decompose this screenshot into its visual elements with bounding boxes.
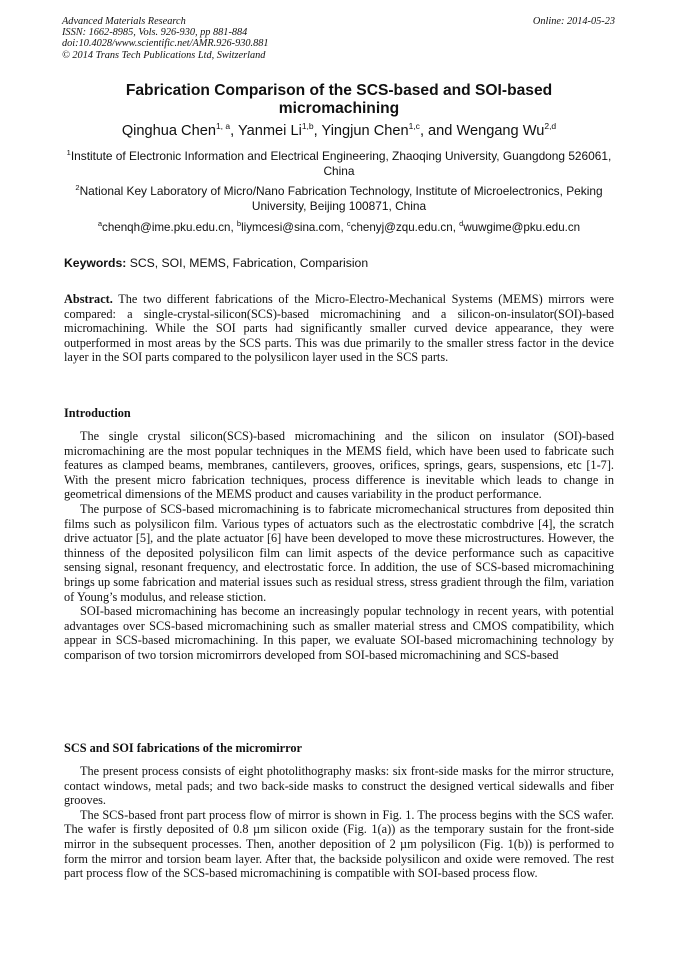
- email-link[interactable]: chenyj@zqu.edu.cn: [350, 221, 453, 234]
- keywords-line: [64, 256, 368, 271]
- author-name: Yingjun Chen: [321, 123, 409, 139]
- paragraph: The purpose of SCS-based micromachining is to fabricate micromechanical structures from deposited thin films such as polysilicon film. Various types of actuators such as the electrostatic combdrive [4], the scratch drive actuator [5], and the plate actuator [6] have been developed to move these microstructures. However, the thinness of the deposited polysilicon film can limit aspects of the device performance such as capacitive sensing signal, resonant frequency, and electrostatic force. In addition, the use of SCS-based micromachining brings up some fabrication and material issues such as residual stress, stress gradient through the film, variation of Young’s modulus, and release stiction.: [64, 501, 614, 604]
- email-sup: c: [346, 219, 351, 228]
- online-date: Online: 2014-05-23: [532, 16, 615, 27]
- author-separator: ,: [313, 123, 322, 139]
- email-link[interactable]: chenqh@ime.pku.edu.cn: [102, 221, 231, 234]
- author-sup: 1, a: [215, 121, 231, 131]
- introduction-heading: Introduction: [64, 406, 131, 420]
- author-name: Yanmei Li: [238, 123, 302, 139]
- email-link[interactable]: liymcesi@sina.com: [241, 221, 341, 234]
- author-and: , and: [419, 123, 457, 139]
- affiliation-text: Institute of Electronic Information and Electrical Engineering, Zhaoqing University, Guangdong 526061, China: [70, 149, 612, 178]
- section-heading: SCS and SOI fabrications of the micromirror: [64, 741, 302, 755]
- journal-issn: ISSN: 1662-8985, Vols. 926-930, pp 881-884: [62, 27, 248, 39]
- keywords-text: SCS, SOI, MEMS, Fabrication, Comparision: [129, 256, 369, 270]
- paragraph: The single crystal silicon(SCS)-based micromachining and the silicon on insulator (SOI)-based micromachining are the most popular techniques in the MEMS field, which have been used to fabricate such features as clamped beams, membranes, cantilevers, grooves, orifices, springs, gears, suspensions, etc [1-7]. With the present micro fabrication techniques, process difference is inevitable which leads to change in geometrical dimensions of the MEMS product and causes variability in the product performance.: [64, 429, 614, 502]
- paragraph: The present process consists of eight photolithography masks: six front-side masks for the mirror structure, contact windows, metal pads; and two back-side masks to construct the designed vertical sidewalls and fiber grooves.: [64, 764, 614, 808]
- author-sup: 1,b: [301, 121, 314, 131]
- abstract-text: The two different fabrications of the Micro-Electro-Mechanical Systems (MEMS) mirrors were compared: a single-crystal-silicon(SCS)-based micromachining and a silicon-on-insulator(SOI)-based micromachining. While the SOI parts had significantly smaller curved device appearance, they were outperformed in most areas by the SCS parts. This was due primarily to the smaller stress factor in the device layer in the SOI parts compared to the polysilicon layer used in the SCS parts.: [64, 292, 614, 365]
- affiliation-text: National Key Laboratory of Micro/Nano Fabrication Technology, Institute of Microelectronics, Peking University, Beijing 100871, China: [79, 184, 603, 213]
- section-body: [64, 764, 614, 881]
- paper-title: Fabrication Comparison of the SCS-based and SOI-based micromachining: [125, 82, 553, 117]
- email-sup: b: [236, 219, 242, 228]
- introduction-body: [64, 429, 614, 663]
- journal-copyright: © 2014 Trans Tech Publications Ltd, Switzerland: [62, 49, 266, 61]
- author-sup: 2,d: [544, 121, 557, 131]
- keywords-label: Keywords:: [64, 256, 127, 270]
- email-list: $^a$chenqh@ime.pku.edu.cn, $^b$liymcesi@sina.com, $^c$chenyj@zqu.edu.cn, $^d$wuwgime@pku.edu.cn: [97, 219, 581, 234]
- affiliation-1: [62, 149, 616, 179]
- affiliation-sup: 2: [75, 183, 80, 192]
- journal-header: [62, 16, 269, 61]
- email-sup: a: [97, 219, 103, 228]
- abstract-label: Abstract.: [64, 292, 113, 306]
- author-name: Qinghua Chen: [121, 123, 216, 139]
- author-list: [40, 122, 638, 140]
- journal-name: Advanced Materials Research: [62, 16, 186, 27]
- author-separator: ,: [230, 123, 238, 139]
- paragraph: SOI-based micromachining has become an increasingly popular technology in recent years, with potential advantages over SCS-based micromachining such as smaller material stress and CMOS compatibility, which appear in SCS-based micromachining. In this paper, we evaluate SOI-based micromachining technology by comparison of two torsion micromirrors developed from SOI-based micromachining and SCS-based: [64, 604, 614, 662]
- affiliation-sup: 1: [66, 148, 71, 157]
- journal-doi: doi:10.4028/www.scientific.net/AMR.926-930.881: [62, 38, 269, 50]
- affiliation-2: [62, 184, 616, 214]
- author-sup: 1,c: [408, 121, 420, 131]
- author-name: Wengang Wu: [456, 123, 545, 139]
- paragraph: The SCS-based front part process flow of mirror is shown in Fig. 1. The process begins with the SCS wafer. The wafer is firstly deposited of 0.8 µm silicon oxide (Fig. 1(a)) as the temporary sustain for the front-side mirror in the subsequent processes. Then, another deposition of 2 µm polysilicon (Fig. 1(b)) is performed to form the mirror and torsion beam layer. After that, the backside polysilicon and oxide were removed. The rest part process flow of the SCS-based micromachining is compatible with SOI-based process flow.: [64, 807, 614, 881]
- email-sup: d: [459, 219, 464, 228]
- email-link[interactable]: wuwgime@pku.edu.cn: [463, 221, 581, 234]
- abstract: [64, 292, 614, 365]
